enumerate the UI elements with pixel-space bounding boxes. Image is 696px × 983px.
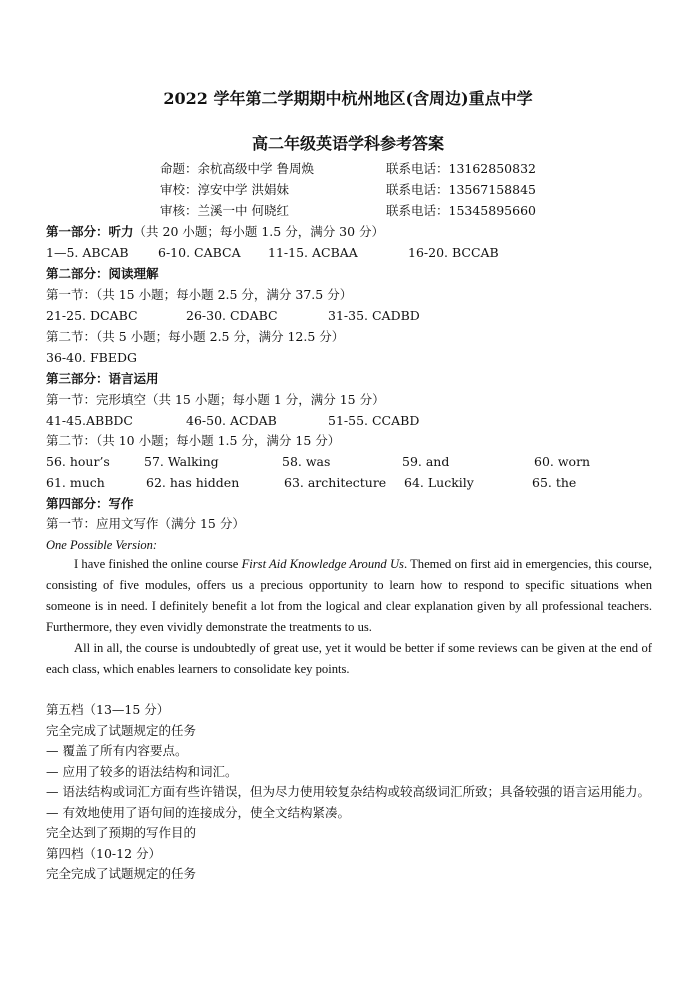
staff-author: 命题：余杭高级中学 鲁周焕 (160, 161, 314, 176)
band5-item: — 应用了较多的语法结构和词汇。 (46, 763, 238, 779)
answer-group: 31-35. CADBD (328, 308, 420, 323)
staff-proofreader-phone: 联系电话：13567158845 (386, 182, 536, 197)
page-subtitle: 高二年级英语学科参考答案 (251, 134, 444, 153)
answer-item: 61. much (46, 475, 105, 490)
answer-item: 59. and (402, 454, 450, 469)
band4-title: 第四档（10-12 分） (46, 845, 162, 861)
answer-item: 60. worn (534, 454, 591, 469)
answer-item: 57. Walking (144, 454, 219, 469)
answer-group: 11-15. ACBAA (268, 245, 358, 260)
part4-title: 第四部分：写作 (46, 496, 134, 511)
answer-group: 51-55. CCABD (328, 413, 420, 428)
page-title: 2022 学年第二学期期中杭州地区(含周边)重点中学 (163, 89, 533, 108)
answer-group: 1—5. ABCAB (46, 245, 129, 260)
answer-item: 58. was (282, 454, 331, 469)
course-name: First Aid Knowledge Around Us (241, 557, 404, 571)
band5-item: — 有效地使用了语句间的连接成分，使全文结构紧凑。 (46, 804, 350, 820)
part1-note: （共 20 小题；每小题 1.5 分，满分 30 分） (133, 224, 385, 239)
answer-group: 6-10. CABCA (158, 245, 241, 260)
part1-title: 第一部分：听力 (46, 224, 134, 239)
band5-task: 完全完成了试题规定的任务 (46, 722, 197, 738)
answer-item: 56. hour’s (46, 454, 110, 469)
band4-task: 完全完成了试题规定的任务 (46, 866, 197, 881)
essay-paragraph-1 (46, 554, 652, 638)
staff-reviewer: 审核：兰溪一中 何晓红 (160, 203, 289, 218)
band5-title: 第五档（13—15 分） (46, 702, 170, 717)
part1-heading (46, 224, 384, 240)
essay-text: . Themed on first aid in emergencies, this course, consisting of five modules, offers us a precious opportunity to learn how to respond to specific situations when someone is in need. I definitely benefit a lot from the logical and clear explanation given by all professional teachers. Furthermore, they even vividly demonstrate the treatments to us. (46, 557, 652, 634)
staff-author-phone: 联系电话：13162850832 (386, 161, 536, 176)
part4-sec1-heading: 第一节：应用文写作（满分 15 分） (46, 516, 245, 531)
part2-sec2-answers: 36-40. FBEDG (46, 350, 137, 365)
band5-item: — 语法结构或词汇方面有些许错误，但为尽力使用较复杂结构或较高级词汇所致；具备较强的语言运用能力。 (46, 784, 650, 799)
part3-sec2-heading: 第二节：（共 10 小题；每小题 1.5 分，满分 15 分） (46, 433, 341, 448)
answer-group: 26-30. CDABC (186, 308, 278, 323)
staff-proofreader: 审校：淳安中学 洪娟妹 (160, 182, 289, 197)
answer-item: 65. the (532, 475, 577, 490)
part3-sec1-heading: 第一节：完形填空（共 15 小题；每小题 1 分，满分 15 分） (46, 392, 385, 407)
answer-group: 16-20. BCCAB (408, 245, 499, 260)
part3-title: 第三部分：语言运用 (46, 371, 159, 386)
answer-group: 46-50. ACDAB (186, 413, 277, 428)
part2-title: 第二部分：阅读理解 (46, 266, 159, 281)
answer-item: 63. architecture (284, 475, 387, 490)
band5-goal: 完全达到了预期的写作目的 (46, 825, 197, 840)
version-label: One Possible Version: (46, 538, 158, 552)
band5-item: — 覆盖了所有内容要点。 (46, 743, 188, 758)
answer-item: 64. Luckily (404, 475, 474, 490)
essay-paragraph-2: All in all, the course is undoubtedly of great use, yet it would be better if some reviews can be given at the end of each class, which enables learners to consolidate key points. (46, 641, 652, 676)
answer-group: 41-45.ABBDC (46, 413, 133, 428)
essay-text: I have finished the online course (74, 557, 242, 571)
answer-group: 21-25. DCABC (46, 308, 138, 323)
scoring-rubric (46, 700, 656, 885)
staff-reviewer-phone: 联系电话：15345895660 (386, 203, 536, 218)
part2-sec1-heading: 第一节：（共 15 小题；每小题 2.5 分，满分 37.5 分） (46, 287, 353, 302)
answer-item: 62. has hidden (146, 475, 240, 490)
part2-sec2-heading: 第二节：（共 5 小题；每小题 2.5 分，满分 12.5 分） (46, 329, 345, 344)
